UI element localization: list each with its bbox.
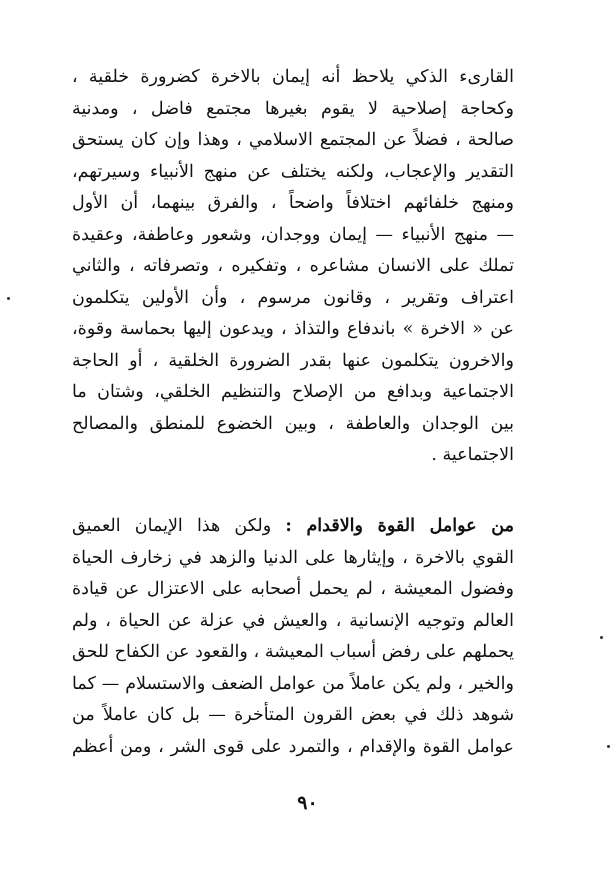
- text-line: عوامل القوة والإقدام ، والتمرد على قوى الشر ، ومن أعظم: [72, 736, 514, 757]
- scan-speck: [600, 636, 603, 639]
- heading-line-rest: ولكن هذا الإيمان العميق: [72, 516, 272, 536]
- paragraph-afterlife-belief: [72, 62, 514, 472]
- text-line: ومنهج خلفائهم اختلافاً واضحاً ، والفرق بينهما، أن الأول: [72, 193, 514, 213]
- text-line: شوهد ذلك في بعض القرون المتأخرة — بل كان عاملاً من: [72, 705, 514, 725]
- text-line: تملك على الانسان مشاعره ، وتفكيره ، وتصرفاته ، والثاني: [72, 256, 514, 276]
- text-line: عن « الاخرة » باندفاع والتذاذ ، ويدعون إليها بحماسة وقوة،: [72, 319, 514, 339]
- text-line: وكحاجة إصلاحية لا يقوم بغيرها مجتمع فاضل ، ومدنية: [72, 98, 514, 119]
- text-line: العالم وتوجيه الإنسانية ، والعيش في عزلة عن الحياة ، ولم: [72, 610, 514, 631]
- text-line: وفضول المعيشة ، لم يحمل أصحابه على الاعتزال عن قيادة: [72, 579, 514, 599]
- text-line-with-heading: [72, 511, 514, 543]
- section-heading: من عوامل القوة والاقدام :: [285, 516, 514, 536]
- page-number: ٩٠: [297, 792, 318, 814]
- text-line: التقدير والإعجاب، ولكنه يختلف عن منهج الأنبياء وسيرتهم،: [72, 161, 514, 182]
- text-line: — منهج الأنبياء — إيمان ووجدان، وشعور وعاطفة، وعقيدة: [72, 224, 514, 245]
- text-line: يحملهم على رفض أسباب المعيشة ، والقعود عن الكفاح للحق: [72, 642, 514, 662]
- text-line: بين الوجدان والعاطفة ، وبين الخضوع للمنطق والمصالح: [72, 413, 514, 434]
- text-line: القارىء الذكي يلاحظ أنه إيمان بالاخرة كضرورة خلقية ،: [72, 67, 514, 87]
- scan-speck: [607, 745, 610, 748]
- text-line: والخير ، ولم يكن عاملاً من عوامل الضعف والاستسلام — كما: [72, 673, 514, 694]
- text-line: والاخرون يتكلمون عنها بقدر الضرورة الخلقية ، أو الحاجة: [72, 350, 514, 371]
- scan-speck: [7, 297, 10, 300]
- text-line: القوي بالاخرة ، وإيثارها على الدنيا والزهد في زخارف الحياة: [72, 547, 514, 568]
- text-line: الاجتماعية وبدافع من الإصلاح والتنظيم الخلقي، وشتان ما: [72, 382, 514, 402]
- text-line: الاجتماعية .: [431, 445, 514, 465]
- text-line: صالحة ، فضلاً عن المجتمع الاسلامي ، وهذا وإن كان يستحق: [72, 130, 514, 150]
- paragraph-strength-factors: [72, 511, 514, 763]
- text-line: اعتراف وتقرير ، وقانون مرسوم ، وأن الأولين يتكلمون: [72, 287, 514, 308]
